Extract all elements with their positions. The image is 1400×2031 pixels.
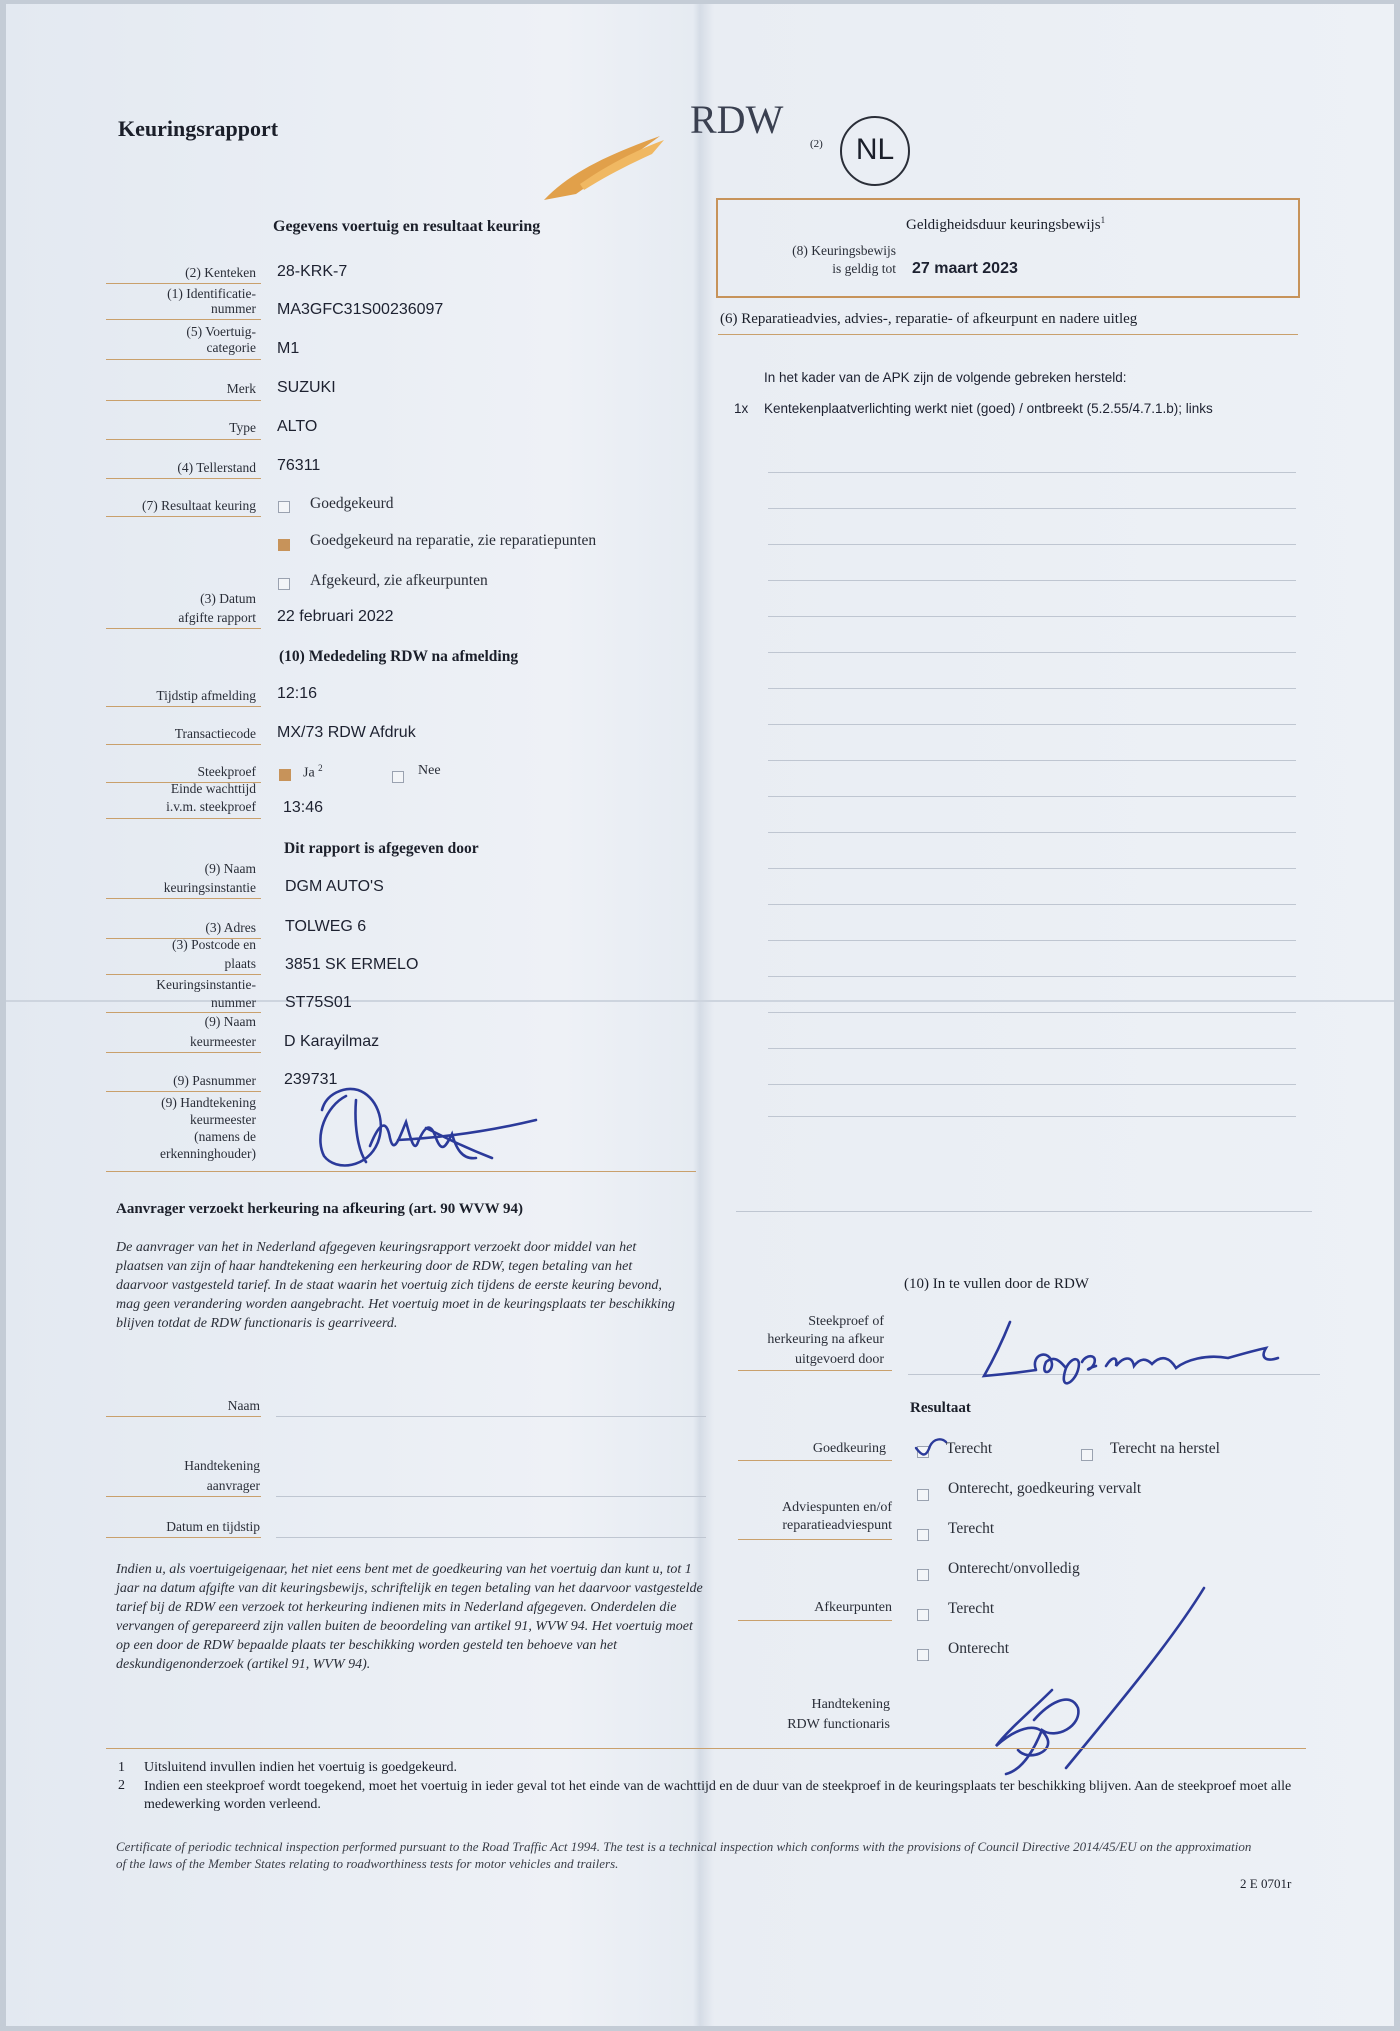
label-afkeurpunten: Afkeurpunten <box>814 1600 892 1615</box>
value-identificatie: MA3GFC31S00236097 <box>277 301 444 318</box>
checkbox-advies-terecht <box>917 1529 929 1541</box>
footnote-ref-1: 1 <box>1100 215 1106 225</box>
label-goedkeuring: Goedkeuring <box>812 1441 886 1456</box>
rdw-logo-icon <box>540 124 670 204</box>
checkmark-icon <box>912 1436 948 1460</box>
divider <box>106 439 261 440</box>
input-line <box>768 1084 1296 1085</box>
label-pasnummer: (9) Pasnummer <box>173 1073 256 1088</box>
option-advies-terecht: Terecht <box>948 1520 995 1537</box>
label-handtekening-rdw: Handtekening <box>811 1697 890 1712</box>
option-afkeur-onterecht: Onterecht <box>948 1640 1010 1657</box>
input-line <box>768 1048 1296 1049</box>
value-categorie: M1 <box>277 340 300 357</box>
label-handtekening-keurmeester: (9) Handtekening <box>161 1095 256 1110</box>
label-handtekening-aanvrager-2: aanvrager <box>206 1478 260 1493</box>
section-title-afgegeven: Dit rapport is afgegeven door <box>284 840 479 857</box>
label-kenteken: (2) Kenteken <box>185 265 256 280</box>
divider <box>106 1012 261 1013</box>
label-tellerstand: (4) Tellerstand <box>177 460 256 475</box>
divider <box>106 1537 261 1538</box>
divider <box>106 1748 1306 1749</box>
divider <box>738 1460 892 1461</box>
label-steekproef-rdw-2: herkeuring na afkeur <box>767 1332 884 1347</box>
input-line <box>768 796 1296 797</box>
option-steekproef-nee: Nee <box>418 763 441 778</box>
checkbox-afgekeurd <box>278 578 290 590</box>
rdw-brand: RDW <box>690 97 784 142</box>
checkbox-afkeur-terecht <box>917 1609 929 1621</box>
label-keurmeester-2: keurmeester <box>190 1034 256 1049</box>
value-merk: SUZUKI <box>277 379 336 396</box>
value-geldig-tot: 27 maart 2023 <box>912 260 1018 277</box>
footnote-1-text: Uitsluitend invullen indien het voertuig is goedgekeurd. <box>144 1760 457 1775</box>
section-title-vehicle: Gegevens voertuig en resultaat keuring <box>273 218 541 235</box>
value-keurmeester: D Karayilmaz <box>284 1033 380 1050</box>
input-line-datum <box>276 1537 706 1538</box>
divider <box>106 516 261 517</box>
label-geldig-2: is geldig tot <box>832 261 896 276</box>
label-identificatie: (1) Identificatie- <box>167 286 256 301</box>
input-line <box>768 652 1296 653</box>
certificate-text: Certificate of periodic technical inspection performed pursuant to the Road Traffic Act 1994. The test is a technical inspection which conforms with the provisions of Council Directive 2014/45/EU on the approximation of the laws of the Member States relating to roadworthiness tests for motor vehicles and trailers. <box>116 1839 1252 1871</box>
option-terecht-na-herstel: Terecht na herstel <box>1110 1440 1220 1457</box>
divider <box>106 1091 261 1092</box>
section-title-reparatie: (6) Reparatieadvies, advies-, reparatie- of afkeurpunt en nadere uitleg <box>720 311 1138 327</box>
label-naam-instantie-2: keuringsinstantie <box>163 880 256 895</box>
option-afgekeurd: Afgekeurd, zie afkeurpunten <box>310 572 488 589</box>
reparatie-qty: 1x <box>734 401 749 416</box>
footnote-1-number: 1 <box>118 1760 125 1775</box>
divider <box>106 1416 261 1417</box>
value-postcode: 3851 SK ERMELO <box>285 956 419 973</box>
divider <box>106 319 261 320</box>
value-type: ALTO <box>277 418 318 435</box>
label-handtekening-aanvrager: Handtekening <box>184 1458 260 1473</box>
label-steekproef: Steekproef <box>197 764 256 779</box>
label-naam-aanvrager: Naam <box>227 1398 260 1413</box>
checkbox-onterecht-goedkeuring <box>917 1489 929 1501</box>
reparatie-item: Kentekenplaatverlichting werkt niet (goed) / ontbreekt (5.2.55/4.7.1.b); links <box>764 401 1213 416</box>
divider <box>106 359 261 360</box>
input-line <box>768 868 1296 869</box>
label-tijdstip: Tijdstip afmelding <box>156 688 256 703</box>
document-title: Keuringsrapport <box>118 116 279 141</box>
label-adviespunten-2: reparatieadviespunt <box>782 1518 892 1533</box>
divider <box>106 478 261 479</box>
input-line <box>768 940 1296 941</box>
country-note: (2) <box>810 138 823 150</box>
validity-title-text: Geldigheidsduur keuringsbewijs <box>906 217 1101 233</box>
form-code: 2 E 0701r <box>1240 1876 1292 1891</box>
label-steekproef-rdw-3: uitgevoerd door <box>794 1352 884 1367</box>
input-line <box>768 616 1296 617</box>
option-goedgekeurd: Goedgekeurd <box>310 495 394 512</box>
divider <box>718 334 1298 335</box>
value-tellerstand: 76311 <box>277 457 321 474</box>
label-instantienummer-2: nummer <box>211 995 256 1010</box>
label-identificatie-2: nummer <box>211 301 256 316</box>
label-handtekening-keurmeester-3: (namens de <box>194 1129 256 1144</box>
label-handtekening-keurmeester-2: keurmeester <box>190 1112 256 1127</box>
checkbox-onterecht-onvolledig <box>917 1569 929 1581</box>
input-line <box>768 580 1296 581</box>
divider <box>738 1539 892 1540</box>
country-code: NL <box>855 133 895 166</box>
option-goedkeuring-terecht: Terecht <box>946 1440 993 1457</box>
value-naam-instantie: DGM AUTO'S <box>285 878 384 895</box>
divider <box>106 898 261 899</box>
checkbox-steekproef-ja <box>279 769 291 781</box>
label-adviespunten: Adviespunten en/of <box>781 1500 892 1515</box>
herkeuring-text: De aanvrager van het in Nederland afgegeven keuringsrapport verzoekt door middel van het plaatsen van zijn of haar handtekening een herkeuring door de RDW, tegen betaling van het daarvoor vastgesteld tarief. In de staat waarin het voertuig zich tijdens de eerste keuring bevond, mag geen verandering worden aangebracht. Het voertuig moet in de keuringsplaats ter beschikking blijven totdat de RDW functionaris is gearriveerd. <box>116 1240 675 1331</box>
option-onterecht-onvolledig: Onterecht/onvolledig <box>948 1560 1080 1577</box>
validity-title <box>906 215 1105 234</box>
label-type: Type <box>229 420 256 435</box>
label-transactiecode: Transactiecode <box>174 726 256 741</box>
value-transactiecode: MX/73 RDW Afdruk <box>277 724 416 741</box>
divider <box>106 744 261 745</box>
input-line <box>768 472 1296 473</box>
signature-rdw-functionaris-icon <box>982 1580 1222 1780</box>
divider <box>106 818 261 819</box>
label-postcode: (3) Postcode en <box>172 937 256 952</box>
label-merk: Merk <box>226 381 256 396</box>
input-line <box>768 1116 1296 1117</box>
input-line <box>768 1012 1296 1013</box>
label-categorie-2: categorie <box>206 340 256 355</box>
input-line <box>768 688 1296 689</box>
input-line <box>768 976 1296 977</box>
label-datum: (3) Datum <box>200 591 256 606</box>
option-onterecht-goedkeuring: Onterecht, goedkeuring vervalt <box>948 1480 1142 1497</box>
label-handtekening-keurmeester-4: erkenninghouder) <box>160 1146 256 1161</box>
input-line <box>768 760 1296 761</box>
country-badge <box>840 116 910 186</box>
label-geldig: (8) Keuringsbewijs <box>792 243 896 258</box>
divider <box>106 628 261 629</box>
label-datum-tijdstip: Datum en tijdstip <box>166 1519 260 1534</box>
divider <box>738 1370 892 1371</box>
input-line-naam <box>276 1416 706 1417</box>
option-goedgekeurd-na-reparatie: Goedgekeurd na reparatie, zie reparatiepunten <box>310 532 597 549</box>
herkeuring-note: Indien u, als voertuigeigenaar, het niet eens bent met de goedkeuring van het voertuig dan kunt u, tot 1 jaar na datum afgifte van dit keuringsbewijs, schriftelijk en tegen betaling van het daarvoor vastgestelde tarief bij de RDW een verzoek tot herkeuring indienen mits in Nederland afgegeven. Onderdelen die vervangen of gerepareerd zijn vallen buiten de beoordeling van artikel 91, WVW 94. Het voertuig moet op een door de RDW bepaalde plaats ter beschikking worden gesteld ten behoeve van het deskundigenonderzoek (artikel 91, WVW 94). <box>116 1562 703 1672</box>
label-resultaat: (7) Resultaat keuring <box>142 498 256 513</box>
divider <box>106 974 261 975</box>
label-adres: (3) Adres <box>205 920 256 935</box>
checkbox-afkeur-onterecht <box>917 1649 929 1661</box>
label-datum-2: afgifte rapport <box>178 610 256 625</box>
reparatie-intro: In het kader van de APK zijn de volgende gebreken hersteld: <box>764 370 1127 385</box>
value-datum: 22 februari 2022 <box>277 608 394 625</box>
label-handtekening-rdw-2: RDW functionaris <box>787 1717 890 1732</box>
input-line <box>768 724 1296 725</box>
label-instantienummer: Keuringsinstantie- <box>156 977 256 992</box>
divider <box>106 1052 261 1053</box>
label-naam-instantie: (9) Naam <box>204 861 256 876</box>
input-line <box>768 904 1296 905</box>
input-line <box>768 544 1296 545</box>
checkbox-steekproef-nee <box>392 771 404 783</box>
checkbox-terecht-na-herstel <box>1081 1449 1093 1461</box>
section-title-herkeuring: Aanvrager verzoekt herkeuring na afkeuring (art. 90 WVW 94) <box>116 1201 524 1217</box>
label-keurmeester: (9) Naam <box>204 1014 256 1029</box>
divider <box>738 1620 892 1621</box>
footnote-ref-2: 2 <box>318 763 323 773</box>
label-steekproef-rdw: Steekproef of <box>808 1314 884 1329</box>
divider <box>736 1211 1312 1212</box>
footnote-2-number: 2 <box>118 1778 125 1793</box>
value-adres: TOLWEG 6 <box>285 918 367 935</box>
section-title-mededeling: (10) Mededeling RDW na afmelding <box>279 648 519 665</box>
label-categorie: (5) Voertuig- <box>186 324 256 339</box>
signature-rdw-steekproef-icon <box>966 1318 1326 1398</box>
checkbox-goedgekeurd-na-reparatie <box>278 539 290 551</box>
label-postcode-2: plaats <box>224 956 256 971</box>
section-title-rdw: (10) In te vullen door de RDW <box>904 1276 1089 1292</box>
label-wachttijd-2: i.v.m. steekproef <box>166 799 256 814</box>
option-ja-label: Ja <box>303 765 315 781</box>
input-line <box>768 508 1296 509</box>
value-pasnummer: 239731 <box>284 1071 338 1088</box>
footnote-2-text: Indien een steekproef wordt toegekend, moet het voertuig in ieder geval tot het einde van de wachttijd en de duur van de steekproef in de keuringsplaats ter beschikking blijven. Aan de steekproef moet alle medewerking worden verleend. <box>144 1779 1292 1812</box>
divider <box>106 283 261 284</box>
resultaat-heading: Resultaat <box>910 1400 971 1416</box>
divider <box>106 400 261 401</box>
input-line <box>768 832 1296 833</box>
option-steekproef-ja <box>303 763 323 782</box>
divider <box>106 706 261 707</box>
label-wachttijd: Einde wachttijd <box>170 781 256 796</box>
checkbox-goedgekeurd <box>278 501 290 513</box>
input-line-handtekening <box>276 1496 706 1497</box>
document-page <box>6 4 1394 2026</box>
value-instantienummer: ST75S01 <box>285 994 352 1011</box>
value-tijdstip: 12:16 <box>277 685 318 702</box>
option-afkeur-terecht: Terecht <box>948 1600 995 1617</box>
divider <box>106 1496 261 1497</box>
value-kenteken: 28-KRK-7 <box>277 263 348 280</box>
signature-keurmeester-icon <box>306 1076 546 1176</box>
value-wachttijd: 13:46 <box>283 799 324 816</box>
